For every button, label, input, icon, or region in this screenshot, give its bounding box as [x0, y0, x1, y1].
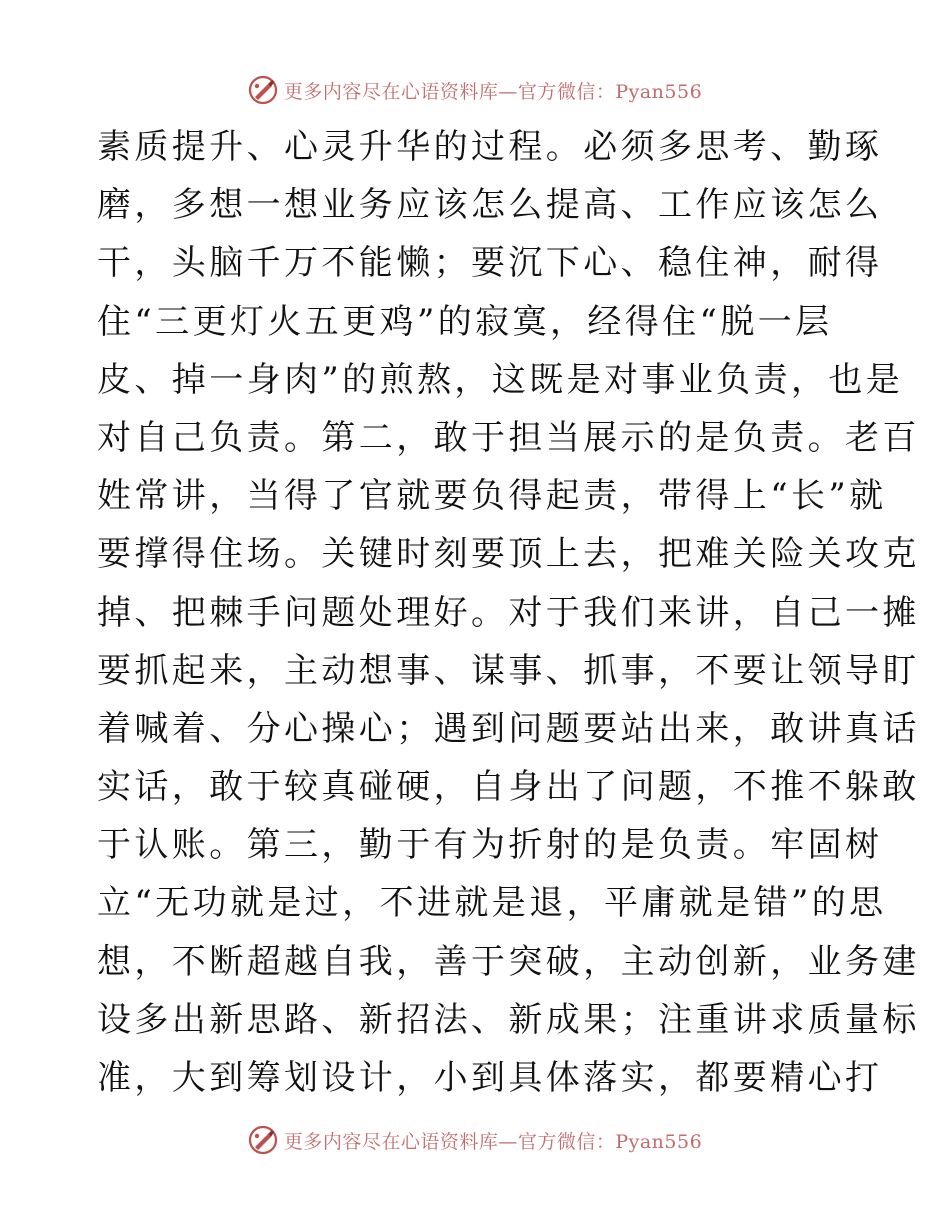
text-line: 素质提升、心灵升华的过程。必须多思考、勤琢	[97, 127, 883, 167]
text-line: 立“无功就是过，不进就是退，平庸就是错”的思	[97, 883, 887, 924]
text-line: 干，头脑千万不能懒；要沉下心、稳住神，耐得	[97, 243, 883, 284]
text-line: 设多出新思路、新招法、新成果；注重讲求质量标	[97, 999, 920, 1040]
text-line: 住“三更灯火五更鸡”的寂寞，经得住“脱一层	[97, 301, 833, 342]
text-line: 要抓起来，主动想事、谋事、抓事，不要让领导盯	[97, 650, 920, 691]
text-line: 于认账。第三，勤于有为折射的是负责。牢固树	[97, 825, 883, 866]
text-line: 姓常讲，当得了官就要负得起责，带得上“长”就	[97, 476, 887, 517]
pen-logo-icon	[248, 1125, 278, 1155]
text-line: 准，大到筹划设计，小到具体落实，都要精心打	[97, 1058, 883, 1098]
text-line: 掉、把棘手问题处理好。对于我们来讲，自己一摊	[97, 592, 920, 633]
text-line: 要撑得住场。关键时刻要顶上去，把难关险关攻克	[97, 534, 920, 575]
text-line: 想，不断超越自我，善于突破，主动创新，业务建	[97, 941, 920, 982]
header-watermark	[0, 70, 950, 110]
pen-logo-icon	[248, 75, 278, 105]
text-line: 对自己负责。第二，敢于担当展示的是负责。老百	[97, 417, 920, 458]
text-line: 着喊着、分心操心；遇到问题要站出来，敢讲真话	[97, 708, 920, 749]
watermark-text: 更多内容尽在心语资料库—官方微信：Pyan556	[283, 1130, 703, 1153]
watermark-text: 更多内容尽在心语资料库—官方微信：Pyan556	[283, 80, 703, 103]
text-line: 磨，多想一想业务应该怎么提高、工作应该怎么	[97, 185, 883, 226]
text-line: 实话，敢于较真碰硬，自身出了问题，不推不躲敢	[97, 767, 920, 808]
text-line: 皮、掉一身肉”的煎熬，这既是对事业负责，也是	[97, 359, 904, 400]
document-body	[97, 118, 920, 1107]
footer-watermark	[0, 1120, 950, 1160]
